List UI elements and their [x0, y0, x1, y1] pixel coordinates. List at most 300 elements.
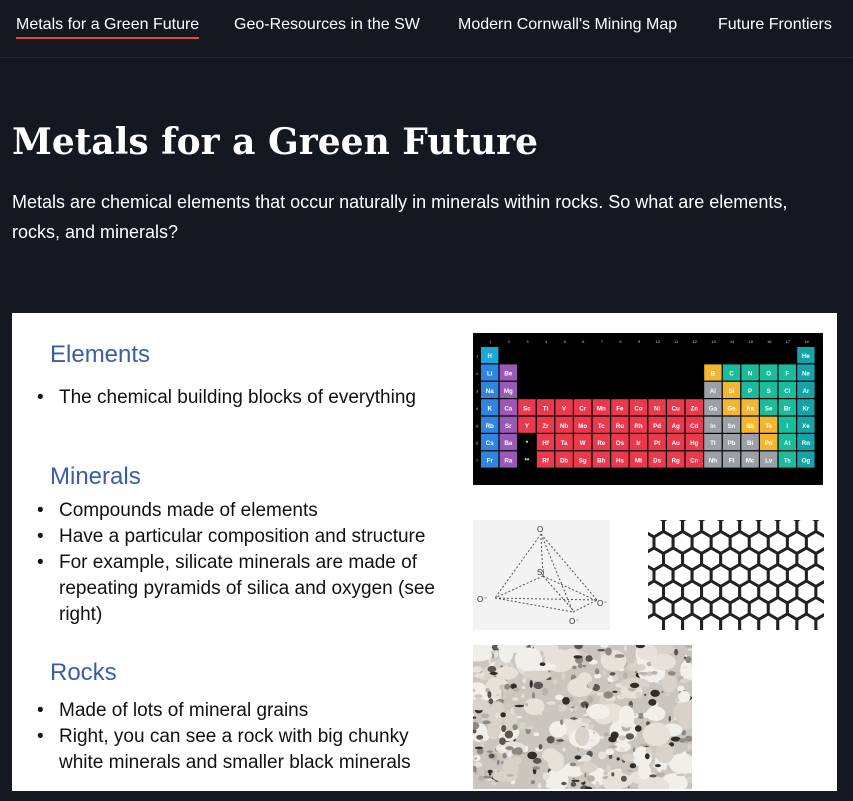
tetra-label-bottom: O⁻: [569, 617, 580, 626]
mineral-grain: [645, 753, 650, 759]
element-symbol: Bi: [747, 440, 754, 448]
mineral-grain: [585, 704, 587, 709]
element-symbol: O: [766, 370, 772, 378]
mineral-grain: [474, 757, 477, 760]
mineral-grain: [553, 679, 558, 684]
mineral-grain: [505, 731, 513, 739]
mineral-grain: [606, 773, 632, 788]
lattice-ring: [683, 614, 702, 630]
period-number: 2: [476, 371, 479, 377]
mineral-grain: [635, 725, 642, 731]
group-number: 1: [489, 339, 492, 344]
mineral-grain: [619, 735, 626, 740]
mineral-grain: [655, 680, 659, 683]
element-symbol: Cn: [690, 457, 699, 465]
mineral-grain: [491, 782, 498, 785]
mineral-grain: [519, 722, 525, 729]
mineral-grain: [497, 760, 500, 766]
mineral-grain: [499, 737, 506, 745]
element-symbol: Mo: [578, 422, 588, 430]
mineral-grain: [598, 665, 602, 668]
group-number: 8: [619, 339, 622, 344]
mineral-grain: [636, 741, 639, 748]
mineral-grain: [534, 682, 544, 689]
mineral-grain: [487, 691, 491, 698]
mineral-grain: [556, 739, 564, 742]
mineral-grain: [636, 691, 641, 698]
element-symbol: F: [785, 370, 790, 378]
element-symbol: Ga: [708, 405, 718, 413]
mineral-grain: [561, 672, 565, 680]
element-symbol: *: [525, 440, 529, 448]
mineral-grain: [661, 691, 664, 693]
mineral-grain: [583, 714, 590, 716]
mineral-grain: [495, 713, 501, 719]
mineral-grain: [532, 766, 540, 769]
element-symbol: Fe: [616, 405, 624, 413]
mineral-grain: [572, 778, 575, 780]
element-symbol: Ds: [653, 457, 662, 465]
mineral-grain: [588, 681, 595, 688]
element-symbol: Hs: [615, 457, 624, 465]
element-symbol: Os: [615, 440, 625, 448]
mineral-grain: [615, 654, 625, 658]
group-number: 10: [655, 339, 660, 344]
mineral-grain: [674, 649, 678, 656]
element-symbol: Sg: [578, 457, 587, 465]
mineral-grain: [533, 758, 542, 764]
element-symbol: Tl: [710, 440, 716, 448]
element-symbol: Si: [728, 388, 735, 395]
element-symbol: C: [729, 370, 734, 378]
mineral-grain: [527, 752, 537, 760]
mineral-grain: [574, 706, 577, 710]
element-symbol: Au: [671, 440, 680, 448]
mineral-grain: [480, 672, 484, 678]
element-symbol: Cl: [784, 388, 791, 395]
mineral-grain: [609, 745, 618, 748]
mineral-grain: [619, 706, 635, 728]
group-number: 12: [692, 339, 698, 344]
mineral-grain: [488, 770, 493, 774]
mineral-grain: [553, 717, 557, 721]
mineral-grain: [655, 764, 661, 767]
mineral-grain: [604, 732, 609, 736]
element-symbol: Sc: [523, 405, 531, 413]
mineral-grain: [501, 761, 503, 764]
element-symbol: B: [710, 370, 716, 378]
mineral-grain: [611, 732, 619, 739]
element-symbol: Rg: [671, 457, 680, 465]
mineral-grain: [480, 740, 484, 748]
element-symbol: Ti: [542, 405, 549, 413]
mineral-grain: [623, 672, 628, 679]
mineral-grain: [506, 712, 511, 717]
mineral-grain: [570, 763, 576, 767]
group-number: 17: [785, 339, 791, 344]
element-symbol: V: [562, 405, 567, 413]
element-symbol: Zn: [690, 405, 699, 413]
mineral-grain: [525, 726, 534, 729]
mineral-grain: [542, 748, 559, 761]
mineral-grain: [640, 744, 648, 747]
element-symbol: Na: [485, 388, 494, 395]
mineral-grain: [683, 666, 686, 668]
rocks-heading: Rocks: [50, 659, 117, 686]
mineral-grain: [590, 739, 595, 741]
mineral-grain: [595, 781, 600, 788]
mineral-grain: [574, 645, 583, 649]
group-number: 3: [526, 339, 529, 344]
tetra-label-right: O⁻: [597, 599, 608, 608]
mineral-grain: [650, 753, 654, 759]
mineral-grain: [620, 746, 625, 751]
mineral-grain: [603, 670, 606, 676]
element-symbol: Te: [765, 422, 773, 430]
mineral-grain: [495, 667, 518, 680]
mineral-grain: [521, 694, 524, 698]
element-symbol: Og: [801, 457, 811, 465]
group-number: 14: [729, 339, 735, 344]
mineral-grain: [676, 783, 680, 787]
mineral-grain: [679, 679, 689, 684]
mineral-grain: [584, 773, 586, 778]
group-number: 15: [748, 339, 753, 344]
mineral-grain: [540, 651, 544, 657]
element-symbol: Mg: [503, 388, 513, 395]
element-symbol: Rn: [801, 440, 811, 448]
element-symbol: Fr: [486, 457, 493, 465]
group-number: 7: [600, 339, 604, 344]
period-number: 3: [476, 388, 479, 394]
mineral-grain: [624, 645, 626, 651]
mineral-grain: [575, 755, 582, 759]
mineral-grain: [500, 756, 503, 758]
mineral-grain: [522, 678, 526, 684]
silicate-lattice-pattern: [648, 520, 824, 630]
tetra-label-left: O⁻: [477, 595, 488, 604]
mineral-grain: [562, 748, 566, 752]
silica-tetrahedron-image: [473, 520, 610, 630]
mineral-grain: [503, 705, 512, 709]
mineral-grain: [473, 666, 482, 672]
mineral-grain: [481, 688, 485, 691]
mineral-grain: [676, 774, 684, 777]
intro-paragraph: Metals are chemical elements that occur naturally in minerals within rocks. So what are elements, rocks, and minerals?: [12, 192, 788, 242]
mineral-grain: [562, 697, 570, 705]
element-symbol: Db: [559, 457, 569, 465]
mineral-grain: [554, 742, 561, 745]
tetra-label-center: Si: [537, 568, 545, 577]
silicate-lattice-image: [648, 520, 824, 630]
element-symbol: Xe: [802, 422, 810, 430]
periodic-table-graphic: [473, 333, 823, 485]
mineral-grain: [597, 692, 604, 696]
lattice-ring: [721, 614, 740, 630]
mineral-grain: [496, 694, 499, 696]
mineral-grain: [679, 645, 684, 649]
mineral-grain: [646, 707, 665, 722]
mineral-grain: [489, 773, 492, 775]
minerals-bullet: • For example, silicate minerals are made of repeating pyramids of silica and oxygen (see right): [37, 550, 457, 628]
mineral-grain: [595, 668, 599, 674]
element-symbol: Ir: [636, 440, 641, 448]
nav-link-geo-resources[interactable]: Geo-Resources in the SW: [234, 16, 420, 33]
granite-texture: [473, 645, 692, 789]
mineral-grain: [489, 754, 495, 759]
mineral-grain: [525, 703, 528, 707]
mineral-grain: [547, 701, 556, 704]
mineral-grain: [589, 724, 594, 730]
rocks-bullets: [37, 698, 457, 776]
elements-heading: Elements: [50, 341, 151, 368]
nav-link-future-frontiers[interactable]: Future Frontiers: [718, 16, 832, 33]
granite-rock-image: [473, 645, 692, 789]
mineral-grain: [603, 771, 608, 775]
mineral-grain: [473, 717, 476, 719]
mineral-grain: [506, 724, 511, 731]
mineral-grain: [516, 700, 524, 704]
element-symbol: Nb: [559, 422, 569, 430]
element-symbol: Tc: [597, 422, 605, 430]
element-symbol: Cd: [690, 422, 699, 430]
mineral-grain: [524, 672, 531, 679]
mineral-grain: [517, 661, 520, 669]
mineral-grain: [612, 691, 617, 693]
element-symbol: Fl: [728, 457, 735, 465]
mineral-grain: [605, 648, 612, 656]
minerals-heading: Minerals: [50, 463, 141, 490]
nav-link-metals-green-future[interactable]: Metals for a Green Future: [16, 16, 199, 39]
element-symbol: Ts: [783, 457, 791, 465]
mineral-grain: [621, 776, 627, 782]
element-symbol: Zr: [542, 422, 549, 430]
mineral-grain: [607, 764, 611, 771]
mineral-grain: [494, 650, 498, 658]
element-symbol: Ra: [504, 457, 513, 465]
element-symbol: Ru: [615, 422, 625, 430]
element-symbol: W: [579, 440, 586, 448]
mineral-grain: [638, 764, 651, 780]
element-symbol: H: [487, 353, 492, 361]
mineral-grain: [540, 662, 546, 666]
mineral-grain: [633, 748, 636, 752]
mineral-grain: [542, 688, 548, 696]
mineral-grain: [473, 784, 476, 787]
mineral-grain: [644, 694, 647, 696]
element-symbol: Cu: [671, 405, 680, 413]
page-title: Metals for a Green Future: [12, 121, 539, 163]
mineral-grain: [630, 683, 639, 688]
mineral-grain: [604, 691, 614, 698]
minerals-bullet: • Have a particular composition and structure: [37, 524, 457, 550]
top-navigation: [0, 0, 853, 58]
mineral-grain: [617, 757, 620, 760]
mineral-grain: [475, 747, 483, 750]
mineral-grain: [626, 733, 634, 739]
element-symbol: S: [766, 388, 771, 395]
mineral-grain: [583, 665, 587, 667]
mineral-grain: [657, 658, 665, 663]
mineral-grain: [487, 751, 493, 753]
mineral-grain: [515, 705, 525, 707]
mineral-grain: [559, 682, 561, 685]
group-number: 6: [582, 339, 585, 344]
element-symbol: Pt: [654, 440, 661, 448]
element-symbol: Po: [764, 440, 773, 448]
mineral-grain: [601, 650, 627, 671]
element-symbol: He: [801, 353, 810, 361]
group-number: 16: [767, 339, 772, 344]
minerals-bullet: • Compounds made of elements: [37, 498, 457, 524]
mineral-grain: [501, 725, 506, 732]
mineral-grain: [500, 712, 506, 717]
mineral-grain: [512, 697, 518, 701]
mineral-grain: [579, 777, 585, 783]
period-number: 4: [476, 405, 479, 411]
element-symbol: Mn: [596, 405, 606, 413]
element-symbol: K: [487, 405, 492, 413]
element-symbol: Pd: [653, 422, 662, 430]
mineral-grain: [617, 695, 626, 700]
element-symbol: Mt: [634, 457, 643, 465]
elements-bullet: • The chemical building blocks of everything: [37, 385, 416, 411]
element-symbol: Re: [597, 440, 606, 448]
elements-bullets: [37, 385, 416, 411]
element-symbol: As: [746, 405, 755, 413]
period-number: 7: [476, 458, 479, 464]
mineral-grain: [622, 754, 635, 762]
mineral-grain: [522, 686, 525, 689]
lattice-ring: [797, 614, 816, 630]
mineral-grain: [583, 746, 592, 750]
mineral-grain: [669, 716, 671, 722]
mineral-grain: [562, 735, 569, 741]
mineral-grain: [513, 688, 520, 692]
element-symbol: Ca: [504, 405, 513, 413]
mineral-grain: [507, 774, 514, 777]
rocks-bullet: • Right, you can see a rock with big chunky white minerals and smaller black minerals: [37, 724, 457, 776]
mineral-grain: [512, 724, 517, 730]
mineral-grain: [488, 666, 497, 672]
mineral-grain: [482, 720, 490, 724]
mineral-grain: [481, 713, 489, 718]
element-symbol: Se: [764, 405, 773, 413]
group-number: 2: [507, 339, 511, 344]
mineral-grain: [651, 671, 657, 675]
mineral-grain: [627, 663, 646, 672]
mineral-grain: [539, 744, 543, 749]
mineral-grain: [581, 755, 591, 763]
mineral-grain: [542, 772, 550, 780]
period-number: 1: [476, 353, 479, 359]
group-number: 4: [544, 339, 548, 344]
element-symbol: Hf: [542, 440, 549, 448]
element-symbol: N: [747, 370, 753, 378]
mineral-grain: [531, 780, 535, 784]
mineral-grain: [686, 645, 692, 649]
element-symbol: Y: [524, 422, 529, 430]
mineral-grain: [687, 744, 692, 749]
mineral-grain: [573, 655, 583, 658]
element-symbol: Ni: [654, 405, 661, 413]
mineral-grain: [649, 774, 656, 777]
element-symbol: Sn: [727, 422, 736, 430]
group-number: 9: [637, 339, 641, 344]
element-symbol: Ag: [671, 422, 680, 430]
lattice-ring: [740, 614, 759, 630]
element-symbol: Sr: [505, 422, 512, 430]
element-symbol: Ge: [727, 405, 736, 413]
element-symbol: Be: [504, 370, 513, 378]
mineral-grain: [571, 706, 575, 708]
mineral-grain: [587, 775, 595, 782]
element-symbol: I: [786, 422, 789, 430]
mineral-grain: [534, 732, 540, 736]
element-symbol: Rb: [485, 422, 494, 430]
mineral-grain: [560, 719, 563, 725]
tetrahedron-diagram: [473, 520, 610, 630]
mineral-grain: [558, 705, 567, 712]
element-symbol: P: [748, 388, 753, 395]
element-symbol: Rf: [542, 457, 549, 465]
mineral-grain: [577, 700, 584, 703]
period-number: 5: [476, 423, 479, 429]
mineral-grain: [650, 690, 660, 697]
mineral-grain: [490, 672, 498, 675]
mineral-grain: [597, 649, 605, 651]
element-symbol: Al: [709, 388, 716, 395]
mineral-grain: [547, 736, 555, 743]
mineral-grain: [600, 645, 608, 648]
lattice-ring: [778, 614, 797, 630]
period-number: 6: [476, 440, 479, 446]
element-symbol: Lv: [765, 457, 773, 465]
mineral-grain: [648, 699, 656, 706]
mineral-grain: [503, 753, 507, 759]
element-symbol: Ar: [802, 388, 810, 395]
mineral-grain: [561, 782, 566, 786]
rocks-bullet: • Made of lots of mineral grains: [37, 698, 457, 724]
element-symbol: Li: [486, 370, 493, 378]
mineral-grain: [611, 772, 614, 776]
nav-link-cornwall-mining-map[interactable]: Modern Cornwall's Mining Map: [458, 16, 678, 33]
mineral-grain: [530, 680, 533, 688]
periodic-table-image: [473, 333, 823, 485]
mineral-grain: [578, 664, 582, 669]
mineral-grain: [668, 671, 676, 675]
element-symbol: Bh: [597, 457, 606, 465]
element-symbol: Hg: [690, 440, 699, 448]
group-number: 11: [674, 339, 679, 344]
element-symbol: Rh: [634, 422, 643, 430]
mineral-grain: [524, 698, 545, 715]
lattice-ring: [702, 614, 721, 630]
mineral-grain: [655, 744, 674, 764]
mineral-grain: [677, 686, 684, 692]
mineral-grain: [643, 723, 671, 747]
mineral-grain: [598, 752, 607, 760]
element-symbol: Br: [783, 405, 791, 413]
element-symbol: Cs: [485, 440, 494, 448]
element-symbol: Ba: [504, 440, 513, 448]
mineral-grain: [656, 772, 664, 776]
element-symbol: Cr: [579, 405, 587, 413]
mineral-grain: [638, 672, 647, 675]
mineral-grain: [678, 691, 690, 702]
element-symbol: Kr: [802, 405, 810, 413]
mineral-grain: [514, 747, 523, 755]
